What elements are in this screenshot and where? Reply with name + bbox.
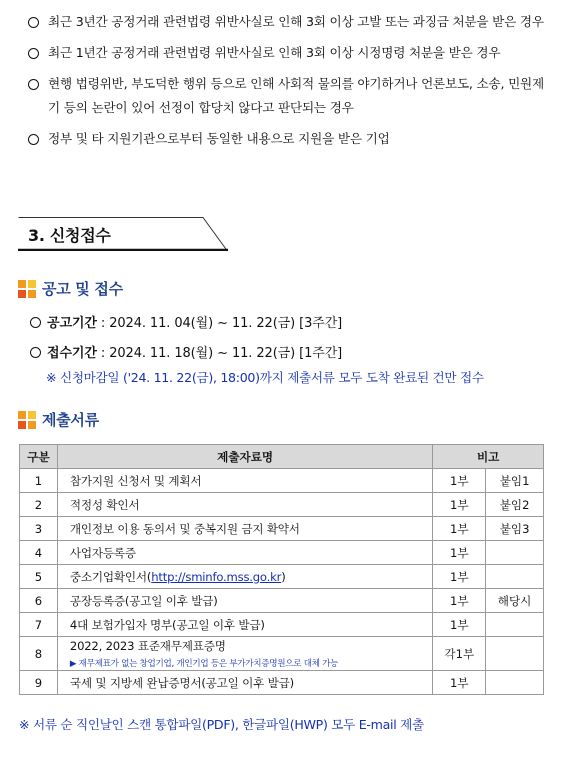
receive-label: 접수기간 xyxy=(47,346,97,361)
circle-bullet-icon xyxy=(28,17,39,28)
table-row xyxy=(20,565,544,589)
row-name: 적정성 확인서 xyxy=(57,493,432,517)
announce-label: 공고기간 xyxy=(47,316,97,331)
row-no: 6 xyxy=(20,589,58,613)
row-note: 붙임3 xyxy=(486,517,544,541)
deadline-note: ※ 신청마감일 ('24. 11. 22(금), 18:00)까지 제출서류 모두 도착 완료된 건만 접수 xyxy=(46,370,484,385)
circle-bullet-icon xyxy=(28,134,39,145)
table-row xyxy=(20,637,544,671)
row-note: 붙임2 xyxy=(486,493,544,517)
row-no: 7 xyxy=(20,613,58,637)
row-note xyxy=(486,565,544,589)
table-row xyxy=(20,517,544,541)
criteria-text: 현행 법령위반, 부도덕한 행위 등으로 인해 사회적 물의를 야기하거나 언론보도, 소송, 민원제기 등의 논란이 있어 선정이 합당치 않다고 판단되는 경우 xyxy=(48,76,544,115)
row-name xyxy=(57,565,432,589)
criteria-text: 최근 3년간 공정거래 관련법령 위반사실로 인해 3회 이상 고발 또는 과징금 처분을 받은 경우 xyxy=(48,14,544,29)
four-square-icon xyxy=(18,280,36,298)
row-name-suffix: ) xyxy=(281,569,286,584)
row-name-prefix: 중소기업확인서( xyxy=(69,569,152,584)
row-note xyxy=(486,541,544,565)
row-name-text: 2022, 2023 표준재무제표증명 xyxy=(69,639,226,653)
header-name: 제출자료명 xyxy=(57,445,432,469)
row-qty: 각1부 xyxy=(433,637,486,671)
row-note: 해당시 xyxy=(486,589,544,613)
row-no: 3 xyxy=(20,517,58,541)
row-qty: 1부 xyxy=(433,613,486,637)
documents-table xyxy=(19,444,544,695)
announce-value: : 2024. 11. 04(월) ~ 11. 22(금) [3주간] xyxy=(96,316,343,331)
circle-bullet-icon xyxy=(28,79,39,90)
row-qty: 1부 xyxy=(433,541,486,565)
row-no: 5 xyxy=(20,565,58,589)
circle-bullet-icon xyxy=(30,317,41,328)
criteria-list xyxy=(26,10,550,158)
row-name: 국세 및 지방세 완납증명서(공고일 이후 발급) xyxy=(57,671,432,695)
row-name xyxy=(57,637,432,671)
documents-heading-text: 제출서류 xyxy=(42,411,99,429)
table-row xyxy=(20,671,544,695)
header-no: 구분 xyxy=(20,445,58,469)
table-header-row xyxy=(20,445,544,469)
criteria-item xyxy=(26,41,550,65)
row-note: 붙임1 xyxy=(486,469,544,493)
criteria-item xyxy=(26,127,550,151)
row-qty: 1부 xyxy=(433,469,486,493)
row-qty: 1부 xyxy=(433,565,486,589)
row-no: 2 xyxy=(20,493,58,517)
criteria-item xyxy=(26,10,550,34)
row-note xyxy=(486,637,544,671)
circle-bullet-icon xyxy=(30,347,41,358)
section-title xyxy=(18,217,228,251)
row-no: 8 xyxy=(20,637,58,671)
row-note xyxy=(486,613,544,637)
row-name: 개인정보 이용 동의서 및 중복지원 금지 확약서 xyxy=(57,517,432,541)
receive-period xyxy=(30,342,342,361)
row-qty: 1부 xyxy=(433,589,486,613)
row-no: 4 xyxy=(20,541,58,565)
table-row xyxy=(20,589,544,613)
circle-bullet-icon xyxy=(28,48,39,59)
receive-value: : 2024. 11. 18(월) ~ 11. 22(금) [1주간] xyxy=(96,346,343,361)
header-remark: 비고 xyxy=(433,445,544,469)
section-title-text: 3. 신청접수 xyxy=(28,226,111,245)
row-no: 1 xyxy=(20,469,58,493)
table-row xyxy=(20,469,544,493)
table-row xyxy=(20,493,544,517)
row-no: 9 xyxy=(20,671,58,695)
row-name: 사업자등록증 xyxy=(57,541,432,565)
announce-period xyxy=(30,312,342,331)
row-subnote: ▶ 재무제표가 없는 창업기업, 개인기업 등은 부가가치증명원으로 대체 가능 xyxy=(69,659,339,669)
table-row xyxy=(20,613,544,637)
row-name: 4대 보험가입자 명부(공고일 이후 발급) xyxy=(57,613,432,637)
criteria-text: 최근 1년간 공정거래 관련법령 위반사실로 인해 3회 이상 시정명령 처분을 받은 경우 xyxy=(48,45,501,60)
submission-footnote: ※ 서류 순 직인날인 스캔 통합파일(PDF), 한글파일(HWP) 모두 E-mail 제출 xyxy=(19,717,424,732)
criteria-text: 정부 및 타 지원기관으로부터 동일한 내용으로 지원을 받은 기업 xyxy=(48,131,390,146)
sminfo-link[interactable]: http://sminfo.mss.go.kr xyxy=(151,569,282,584)
row-name: 공장등록증(공고일 이후 발급) xyxy=(57,589,432,613)
row-qty: 1부 xyxy=(433,671,486,695)
four-square-icon xyxy=(18,411,36,429)
notice-heading-text: 공고 및 접수 xyxy=(42,280,123,298)
row-note xyxy=(486,671,544,695)
row-qty: 1부 xyxy=(433,493,486,517)
row-qty: 1부 xyxy=(433,517,486,541)
row-name: 참가지원 신청서 및 계획서 xyxy=(57,469,432,493)
table-row xyxy=(20,541,544,565)
criteria-item xyxy=(26,72,550,120)
